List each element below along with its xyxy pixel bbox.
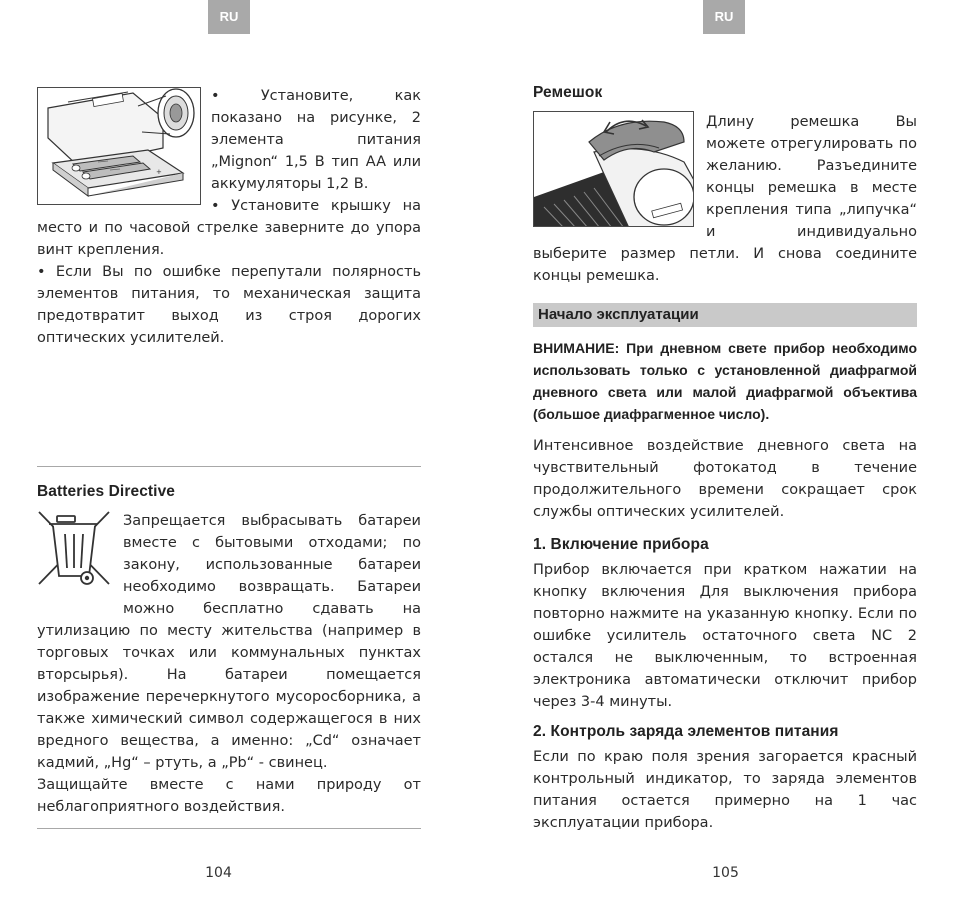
battery-install-section [37,85,421,349]
page-number: 105 [712,865,739,881]
battery-install-bullet-3: • Если Вы по ошибке перепутали полярность элементов питания, то механическая защита предотвратит выход из строя дорогих оптических усилителей. [37,264,421,346]
battery-compartment-drawing [38,88,201,205]
battery-install-bullet-2: • Установите крышку на место и по часовой стрелке заверните до упора винт крепления. [37,198,421,258]
page-number: 104 [205,865,232,881]
daylight-warning: ВНИМАНИЕ: При дневном свете прибор необходимо использовать только с установленной диафрагмой дневного света или малой диафрагмой объектива (большое диафрагменное число). [533,340,917,422]
divider-bottom [37,828,421,829]
language-tab: RU [703,0,745,34]
batteries-directive-heading: Batteries Directive [37,483,176,500]
strap-drawing [534,112,694,227]
operation-intro: Интенсивное воздействие дневного света на чувствительный фотокатод в течение продолжительного времени сокращает срок службы оптических усилителей. [533,438,917,520]
strap-illustration [533,111,694,227]
battery-compartment-illustration [37,87,201,205]
batteries-directive-paragraph-1: Запрещается выбрасывать батареи вместе с бытовыми отходами; по закону, использованные батареи необходимо возвращать. Батареи можно бесплатно сдавать на утилизацию по месту жительства (например в торговых точках или коммунальных пунктах вторсырья). На батареи помещается изображение перечеркнутого мусоросборника, а также химический символ содержащегося в них вредного вещества, а именно: „Cd“ означает кадмий, „Hg“ – ртуть, а „Pb“ - свинец. [37,513,421,771]
language-tab: RU [208,0,250,34]
batteries-directive-section [37,481,421,818]
svg-text:+: + [156,168,162,176]
battery-check-heading: 2. Контроль заряда элементов питания [533,723,839,740]
right-page [477,0,954,917]
strap-text: Длину ремешка Вы можете отрегулировать по желанию. Разъедините концы ремешка в месте крепления типа „липучка“ и индивидуально выберите размер петли. И снова соедините концы ремешка. [533,114,917,284]
strap-section [533,82,917,287]
switch-on-text: Прибор включается при кратком нажатии на кнопку включения Для выключения прибора повторно нажмите на указанную кнопку. Если по ошибке усилитель остаточного света NC 2 остался не выключенным, то встроенная электроника автоматически отключит прибор через 3-4 минуты. [533,562,917,710]
battery-install-bullet-1: • Установите, как показано на рисунке, 2 элемента питания „Mignon“ 1,5 В тип AA или аккумуляторы 1,2 В. [211,88,421,192]
batteries-directive-paragraph-2: Защищайте вместе с нами природу от неблагоприятного воздействия. [37,777,421,815]
operation-heading: Начало эксплуатации [533,303,917,327]
divider-top [37,466,421,467]
strap-heading: Ремешок [533,84,603,101]
switch-on-heading: 1. Включение прибора [533,536,709,553]
operation-section [533,303,917,834]
crossed-out-bin-icon [37,510,115,599]
battery-check-text: Если по краю поля зрения загорается красный контрольный индикатор, то заряда элементов питания остается примерно на 1 час эксплуатации прибора. [533,749,917,831]
